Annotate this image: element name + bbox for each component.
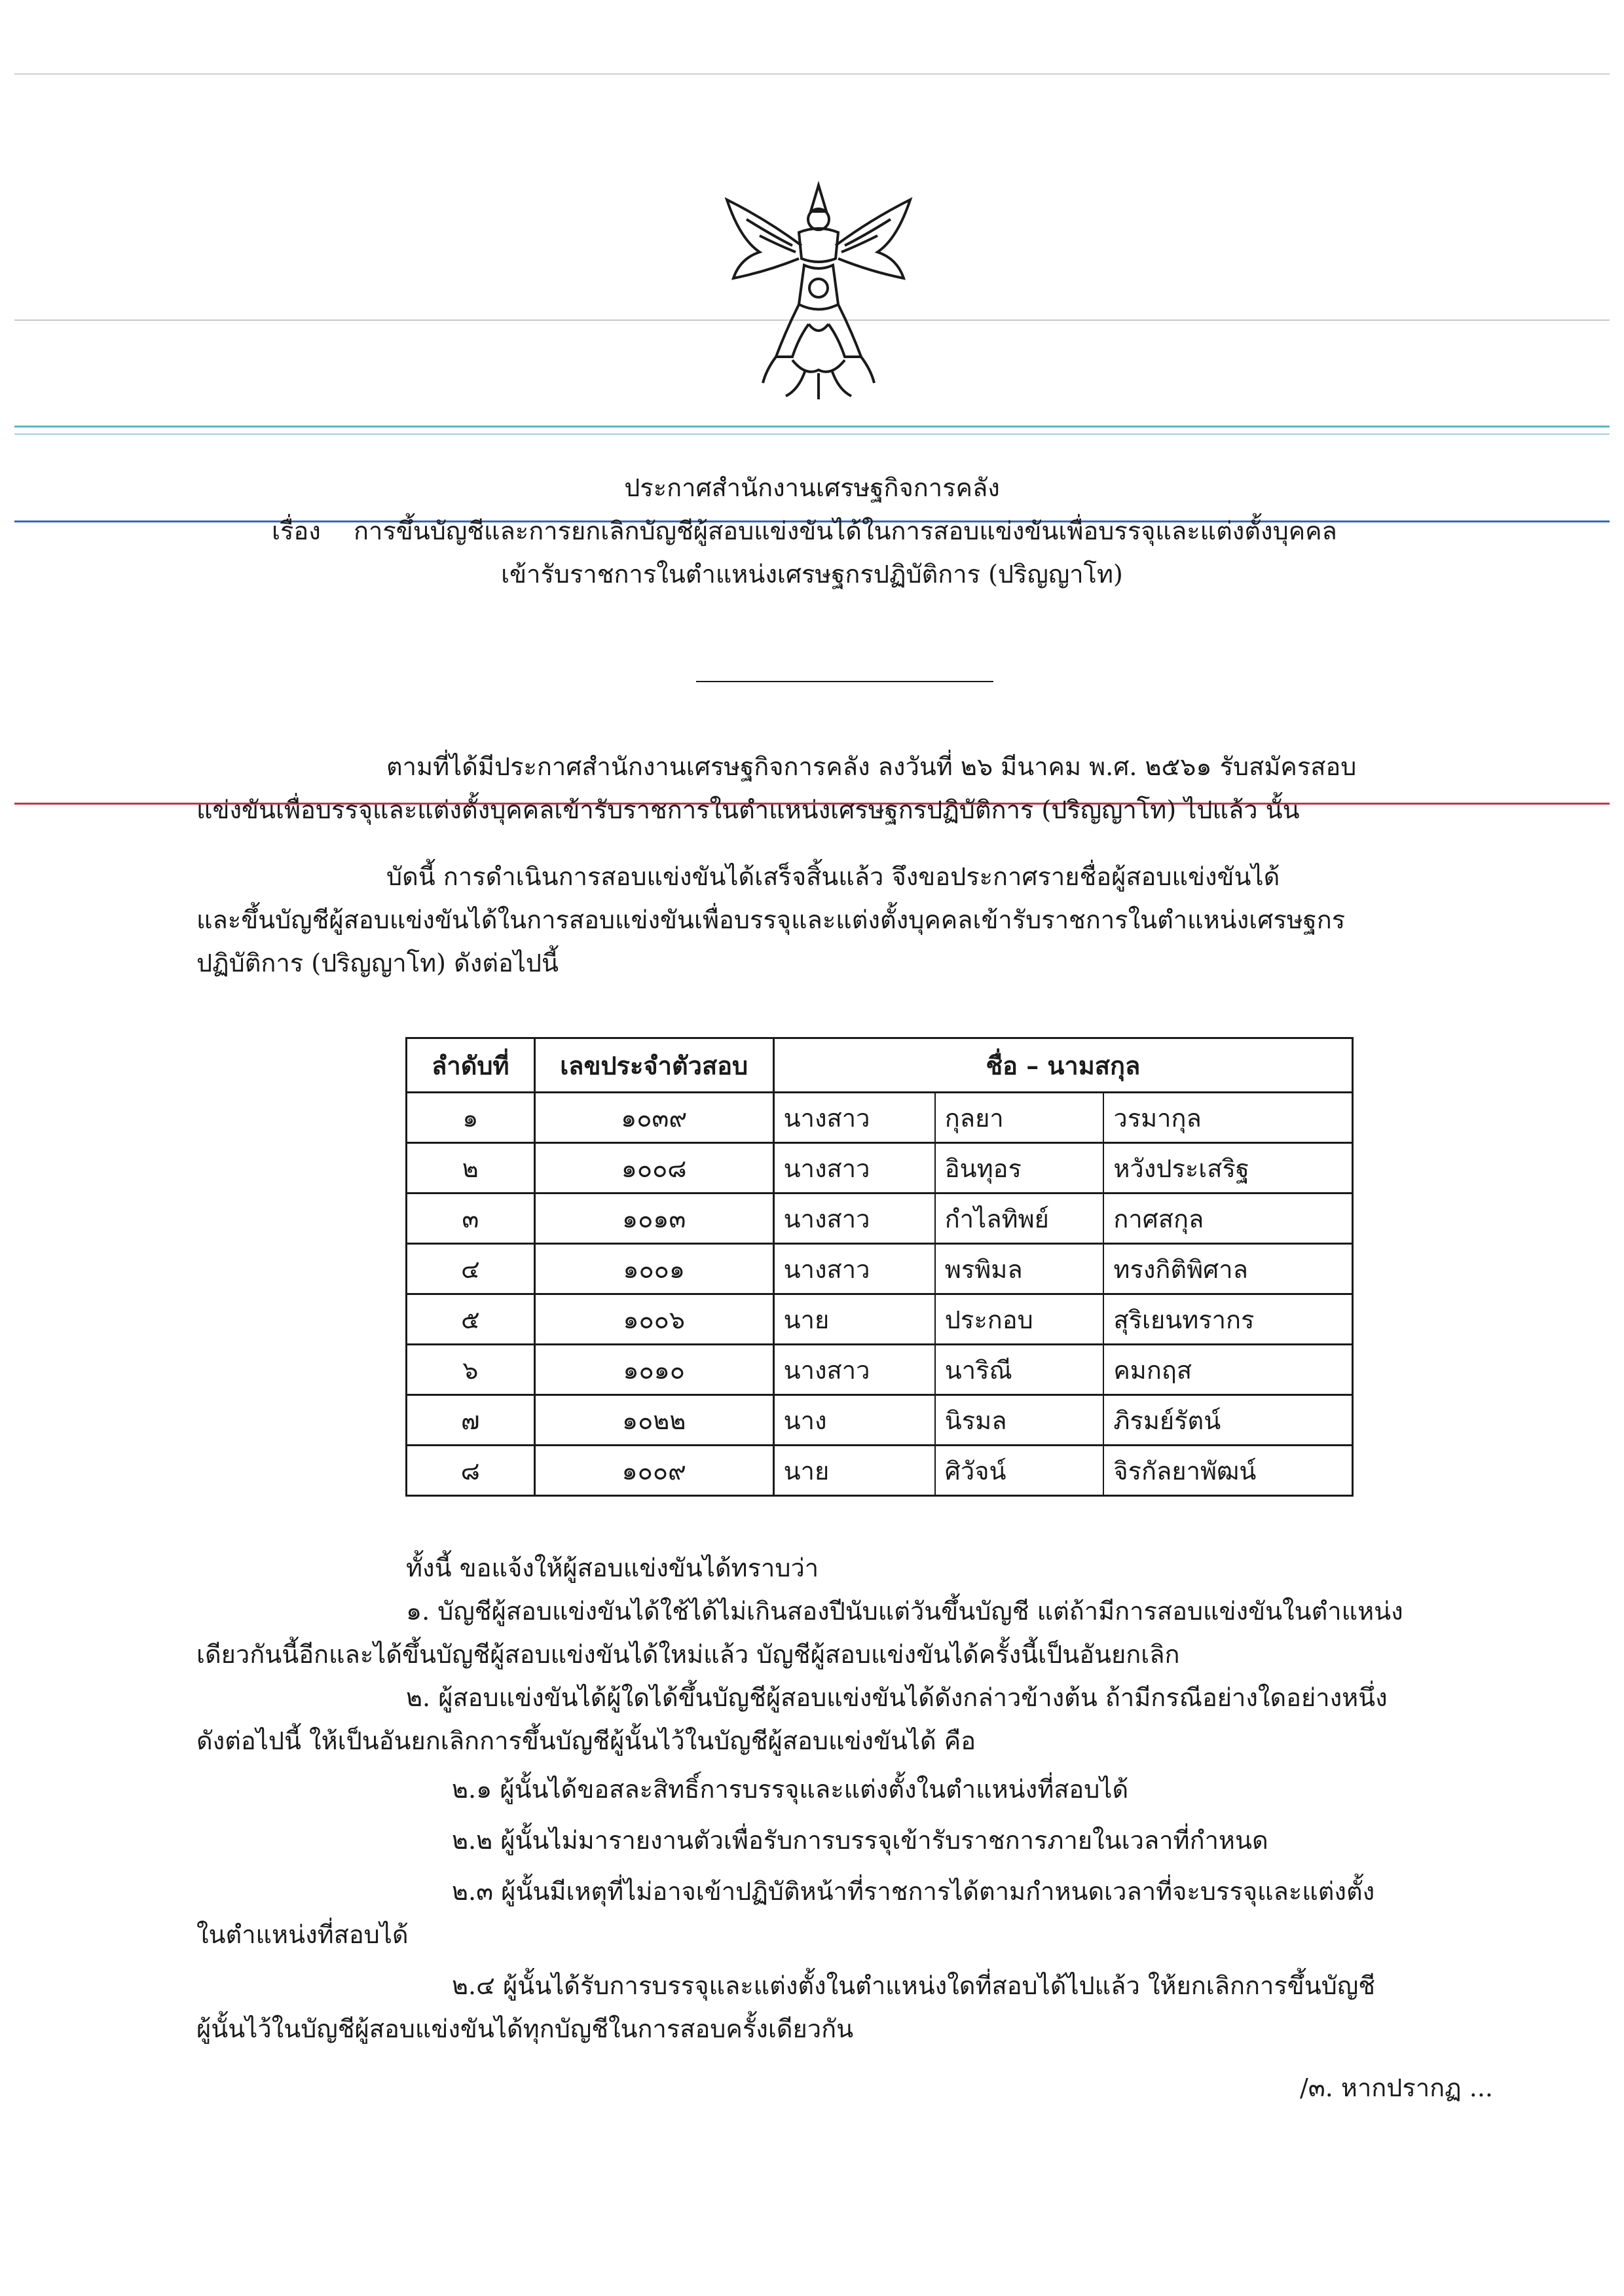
cell-first-name: กำไลทิพย์: [935, 1194, 1104, 1244]
cell-title: นางสาว: [773, 1093, 935, 1143]
cell-order: ๒: [407, 1143, 535, 1194]
cell-order: ๗: [407, 1395, 535, 1446]
cell-last-name: กาศสกุล: [1103, 1194, 1352, 1244]
cell-first-name: กุลยา: [935, 1093, 1104, 1143]
cell-title: นาย: [773, 1446, 935, 1496]
table-header-row: [407, 1038, 1353, 1093]
cell-title: นางสาว: [773, 1143, 935, 1194]
cell-exam-id: ๑๐๐๖: [534, 1294, 773, 1345]
scan-line: [14, 433, 1610, 435]
garuda-emblem-icon: [714, 173, 923, 403]
paragraph-1-line-2: แข่งขันเพื่อบรรจุและแต่งตั้งบุคคลเข้ารับราชการในตำแหน่งเศรษฐกรปฏิบัติการ (ปริญญาโท) ไปแล้ว นั้น: [196, 795, 1300, 824]
scan-line: [14, 73, 1610, 75]
cell-first-name: ศิวัจน์: [935, 1446, 1104, 1496]
notice-intro: ทั้งนี้ ขอแจ้งให้ผู้สอบแข่งขันได้ทราบว่า: [406, 1554, 819, 1582]
cell-exam-id: ๑๐๐๙: [534, 1446, 773, 1496]
notice-item-2-4-line-1: ๒.๔ ผู้นั้นได้รับการบรรจุและแต่งตั้งในตำแหน่งใดที่สอบได้ไปแล้ว ให้ยกเลิกการขึ้นบัญชี: [452, 1971, 1376, 2000]
cell-order: ๖: [407, 1345, 535, 1395]
cell-order: ๓: [407, 1194, 535, 1244]
notice-item-2-1: ๒.๑ ผู้นั้นได้ขอสละสิทธิ์การบรรจุและแต่งตั้งในตำแหน่งที่สอบได้: [452, 1775, 1129, 1804]
notice-item-2-line-2: ดังต่อไปนี้ ให้เป็นอันยกเลิกการขึ้นบัญชีผู้นั้นไว้ในบัญชีผู้สอบแข่งขันได้ คือ: [196, 1726, 976, 1755]
header-order: ลำดับที่: [407, 1038, 535, 1093]
cell-last-name: ภิรมย์รัตน์: [1103, 1395, 1352, 1446]
cell-first-name: ประกอบ: [935, 1294, 1104, 1345]
exam-results-table: [405, 1037, 1354, 1497]
cell-order: ๕: [407, 1294, 535, 1345]
header-exam-id: เลขประจำตัวสอบ: [534, 1038, 773, 1093]
cell-title: นางสาว: [773, 1244, 935, 1294]
paragraph-1-line-1: ตามที่ได้มีประกาศสำนักงานเศรษฐกิจการคลัง ลงวันที่ ๒๖ มีนาคม พ.ศ. ๒๕๖๑ รับสมัครสอบ: [386, 752, 1357, 781]
notice-item-2-2: ๒.๒ ผู้นั้นไม่มารายงานตัวเพื่อรับการบรรจุเข้ารับราชการภายในเวลาที่กำหนด: [452, 1826, 1268, 1855]
cell-title: นางสาว: [773, 1194, 935, 1244]
scan-line: [14, 426, 1610, 428]
cell-exam-id: ๑๐๐๑: [534, 1244, 773, 1294]
cell-order: ๔: [407, 1244, 535, 1294]
cell-last-name: สุริเยนทรากร: [1103, 1294, 1352, 1345]
cell-exam-id: ๑๐๐๘: [534, 1143, 773, 1194]
cell-exam-id: ๑๐๑๓: [534, 1194, 773, 1244]
table-row: [407, 1294, 1353, 1345]
cell-exam-id: ๑๐๑๐: [534, 1345, 773, 1395]
subject-line-1: การขึ้นบัญชีและการยกเลิกบัญชีผู้สอบแข่งขันได้ในการสอบแข่งขันเพื่อบรรจุและแต่งตั้งบุคคล: [354, 517, 1337, 545]
cell-first-name: อินทุอร: [935, 1143, 1104, 1194]
notice-item-1-line-1: ๑. บัญชีผู้สอบแข่งขันได้ใช้ได้ไม่เกินสองปีนับแต่วันขึ้นบัญชี แต่ถ้ามีการสอบแข่งขันในตำแหน่ง: [406, 1597, 1403, 1626]
table-row: [407, 1194, 1353, 1244]
table-row: [407, 1244, 1353, 1294]
subject-line-2: เข้ารับราชการในตำแหน่งเศรษฐกรปฏิบัติการ (ปริญญาโท): [501, 560, 1123, 589]
cell-last-name: คมกฤส: [1103, 1345, 1352, 1395]
notice-item-1-line-2: เดียวกันนี้อีกและได้ขึ้นบัญชีผู้สอบแข่งขันได้ใหม่แล้ว บัญชีผู้สอบแข่งขันได้ครั้งนี้เป็นอันยกเลิก: [196, 1640, 1180, 1669]
notice-item-2-line-1: ๒. ผู้สอบแข่งขันได้ผู้ใดได้ขึ้นบัญชีผู้สอบแข่งขันได้ดังกล่าวข้างต้น ถ้ามีกรณีอย่างใดอย่างหนึ่ง: [406, 1683, 1388, 1712]
paragraph-2-line-2: และขึ้นบัญชีผู้สอบแข่งขันได้ในการสอบแข่งขันเพื่อบรรจุและแต่งตั้งบุคคลเข้ารับราชการในตำแหน่งเศรษฐกร: [196, 905, 1346, 934]
cell-order: ๘: [407, 1446, 535, 1496]
notice-item-2-3-line-1: ๒.๓ ผู้นั้นมีเหตุที่ไม่อาจเข้าปฏิบัติหน้าที่ราชการได้ตามกำหนดเวลาที่จะบรรจุและแต่งตั้ง: [452, 1877, 1375, 1906]
cell-last-name: วรมากุล: [1103, 1093, 1352, 1143]
header-name: ชื่อ – นามสกุล: [773, 1038, 1352, 1093]
table-row: [407, 1395, 1353, 1446]
table-row: [407, 1345, 1353, 1395]
cell-last-name: ทรงกิติพิศาล: [1103, 1244, 1352, 1294]
paragraph-2-line-1: บัดนี้ การดำเนินการสอบแข่งขันได้เสร็จสิ้นแล้ว จึงขอประกาศรายชื่อผู้สอบแข่งขันได้: [386, 862, 1280, 891]
cell-last-name: หวังประเสริฐ: [1103, 1143, 1352, 1194]
cell-first-name: พรพิมล: [935, 1244, 1104, 1294]
cell-order: ๑: [407, 1093, 535, 1143]
announcement-issuer: ประกาศสำนักงานเศรษฐกิจการคลัง: [624, 473, 1000, 502]
cell-first-name: นิรมล: [935, 1395, 1104, 1446]
table-row: [407, 1446, 1353, 1496]
cell-title: นางสาว: [773, 1345, 935, 1395]
cell-exam-id: ๑๐๓๙: [534, 1093, 773, 1143]
header-divider: [696, 681, 993, 682]
table-row: [407, 1093, 1353, 1143]
cell-first-name: นาริณี: [935, 1345, 1104, 1395]
continuation-marker: /๓. หากปรากฏ ...: [1299, 2073, 1493, 2102]
table-row: [407, 1143, 1353, 1194]
subject-label: เรื่อง: [272, 517, 321, 545]
cell-title: นาง: [773, 1395, 935, 1446]
cell-exam-id: ๑๐๒๒: [534, 1395, 773, 1446]
cell-last-name: จิรกัลยาพัฒน์: [1103, 1446, 1352, 1496]
paragraph-2-line-3: ปฏิบัติการ (ปริญญาโท) ดังต่อไปนี้: [196, 949, 559, 977]
notice-item-2-4-line-2: ผู้นั้นไว้ในบัญชีผู้สอบแข่งขันได้ทุกบัญชีในการสอบครั้งเดียวกัน: [196, 2014, 854, 2043]
cell-title: นาย: [773, 1294, 935, 1345]
notice-item-2-3-line-2: ในตำแหน่งที่สอบได้: [196, 1920, 409, 1949]
